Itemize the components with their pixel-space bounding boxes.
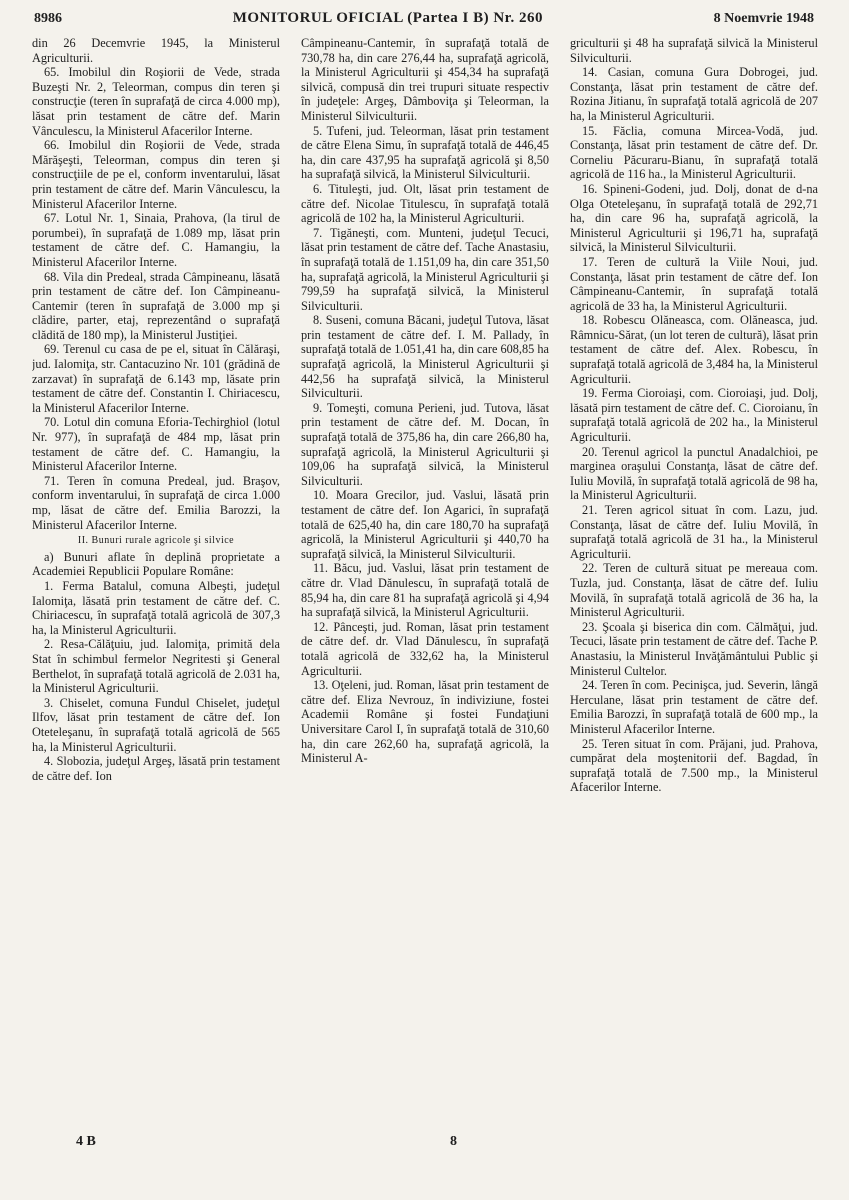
publication-title: MONITORUL OFICIAL (Partea I B) Nr. 260 [232,10,543,26]
paragraph: 71. Teren în comuna Predeal, jud. Braşov, conform inventarului, în suprafaţă de circa 1.000 mp, lăsat de către def. Emilia Barozzi, la Ministerul Afacerilor Interne. [32,473,280,532]
paragraph: 69. Terenul cu casa de pe el, situat în Călăraşi, jud. Ialomiţa, str. Cantacuzino Nr. 101 (grădină de zarzavat) în suprafaţă de 6.143 mp, lăsate prin testament de către def. Constantin I. Chiriacescu, la Ministerul Afacerilor Interne. [32,342,280,415]
paragraph: 11. Băcu, jud. Vaslui, lăsat prin testament de către dr. Vlad Dănulescu, în suprafaţă totală de 85,94 ha, din care 81 ha suprafaţă agricolă şi 4,94 ha suprafaţă silvică, la Ministerul Agriculturii. [301,561,549,620]
paragraph: 16. Spineni-Godeni, jud. Dolj, donat de d-na Olga Oteteleşanu, în suprafaţă totală de 292,71 ha, din care 96 ha, suprafaţă agricolă, la Ministerul Agriculturii şi 196,71 ha, suprafaţă silvică, la Ministerul Silviculturii. [570,181,818,255]
paragraph: Câmpineanu-Cantemir, în suprafaţă totală de 730,78 ha, din care 276,44 ha, suprafaţă agricolă, la Ministerul Agriculturii şi 454,34 ha suprafaţă silvică, compusă din trei trupuri situate respectiv în judeţele: Argeş, Dâmboviţa şi Teleorman, la Ministerul Silviculturii. [301,36,549,123]
text-columns [32,36,818,1124]
paragraph: 8. Suseni, comuna Băcani, judeţul Tutova, lăsat prin testament de către def. I. M. Pallady, în suprafaţă totală de 1.051,41 ha, din care 608,85 ha suprafaţă agricolă, la Ministerul Agriculturii şi 442,56 ha suprafaţă silvică, la Ministerul Silviculturii. [301,313,549,401]
column-2 [301,36,549,1124]
paragraph: 70. Lotul din comuna Eforia-Techirghiol (lotul Nr. 977), în suprafaţă de 484 mp, lăsat prin testament de către def. C. Hamangiu, la Ministerul Afacerilor Interne. [32,415,280,474]
paragraph: 1. Ferma Batalul, comuna Albeşti, judeţul Ialomiţa, lăsată prin testament de către def. C. Chiriacescu, în suprafaţă totală agricolă de 307,3 ha, la Ministerul Agriculturii. [32,578,280,637]
paragraph: 19. Ferma Cioroiaşi, com. Cioroiaşi, jud. Dolj, lăsată pirn testament de către def. C. Cioroianu, în suprafaţă totală agricolă de 202 ha., la Ministerul Agriculturii. [570,386,818,445]
paragraph: 25. Teren situat în com. Prăjani, jud. Prahova, cumpărat dela moştenitorii def. Bagdad, în suprafaţă totală de 7.500 mp., la Ministerul Afacerilor Interne. [570,736,818,795]
paragraph: 12. Pânceşti, jud. Roman, lăsat prin testament de către def. dr. Vlad Dănulescu, în suprafaţă totală agricolă de 332,62 ha, la Ministerul Agriculturii. [301,619,549,678]
issue-date: 8 Noemvrie 1948 [713,11,814,26]
paragraph: 66. Imobilul din Roşiorii de Vede, strada Mărăşeşti, Teleorman, compus din teren şi construcţiile de pe el, conform inventarului, lăsat prin testament de către def. Marin Vânculescu, la Ministerul Afacerilor Interne. [32,138,280,211]
paragraph: 9. Tomeşti, comuna Perieni, jud. Tutova, lăsat prin testament de către def. M. Docan, în suprafaţă totală de 375,86 ha, din care 266,80 ha, suprafaţă agricolă, la Ministerul Agriculturii şi 109,06 ha suprafaţă silvică, la Ministerul Silviculturii. [301,400,549,488]
paragraph: 3. Chiselet, comuna Fundul Chiselet, judeţul Ilfov, lăsat prin testament de către def. Ion Oteteleşanu, în suprafaţă totală agricolă de 565 ha, la Ministerul Agriculturii. [32,695,280,754]
paragraph: 10. Moara Grecilor, jud. Vaslui, lăsată prin testament de către def. Ion Agarici, în suprafaţă totală de 625,40 ha, din care 180,70 ha suprafaţă agricolă, la Ministerul Agriculturii şi 440,70 ha suprafaţă silvică, la Ministerul Silviculturii. [301,488,549,561]
paragraph: a) Bunuri aflate în deplină proprietate a Academiei Republicii Populare Române: [32,549,280,579]
paragraph: 13. Oţeleni, jud. Roman, lăsat prin testament de către def. Eliza Nevrouz, în indiviziune, fostei Academii Române şi fostei Fundaţiuni Universitare Carol I, în suprafaţă totală de 310,60 ha, din care 262,60 ha, suprafaţă agricolă, la Ministerul A- [301,678,549,766]
paragraph: 23. Şcoala şi biserica din com. Călmăţui, jud. Tecuci, lăsate prin testament de către def. Tache P. Anastasiu, la Ministerul Invăţământului Public şi Ministerul Cultelor. [570,619,818,678]
paragraph: 18. Robescu Olăneasca, com. Olăneasca, jud. Râmnicu-Sărat, (un lot teren de cultură), lăsat prin testament de către def. Alex. Robescu, în suprafaţă totală agricolă de 3,484 ha, la Ministerul Agriculturii. [570,313,818,386]
paragraph: 65. Imobilul din Roşiorii de Vede, strada Buzeşti Nr. 2, Teleorman, compus din teren şi construcţie (teren în suprafaţă de circa 4.000 mp), lăsat prin testament de către def. Marin Vânculescu, la Ministerul Afacerilor Interne. [32,65,280,138]
paragraph: 15. Făclia, comuna Mircea-Vodă, jud. Constanţa, lăsat prin testament de către def. Dr. Corneliu Păcuraru-Bianu, în suprafaţă totală agricolă de 116 ha., la Ministerul Agriculturii. [570,123,818,182]
folio-number: 8 [450,1134,457,1149]
paragraph: 14. Casian, comuna Gura Dobrogei, jud. Constanţa, lăsat prin testament de către def. Rozina Jitianu, în suprafaţă totală agricolă de 207 ha, la Ministerul Agriculturii. [570,65,818,123]
paragraph: 20. Terenul agricol la punctul Anadalchioi, pe marginea oraşului Constanţa, lăsat de către def. Iuliu Movilă, în suprafaţă totală agricolă de 98 ha, la Ministerul Agriculturii. [570,444,818,503]
paragraph: 4. Slobozia, judeţul Argeş, lăsată prin testament de către def. Ion [32,754,280,783]
page-footer [70,1134,790,1156]
page-header [34,10,814,32]
paragraph: 21. Teren agricol situat în com. Lazu, jud. Constanţa, lăsat de către def. Iuliu Movilă, în suprafaţă totală agricolă de 31 ha., la Ministerul Agriculturii. [570,503,818,561]
paragraph: griculturii şi 48 ha suprafaţă silvică la Ministerul Silviculturii. [570,36,818,65]
paragraph: 67. Lotul Nr. 1, Sinaia, Prahova, (la tirul de porumbei), în suprafaţă de 1.089 mp, lăsat prin testament de către def. C. Hamangiu, la Ministerul Afacerilor Interne. [32,211,280,269]
section-heading: II. Bunuri rurale agricole şi silvice [77,535,235,547]
paragraph: 17. Teren de cultură la Viile Noui, jud. Constanţa, lăsat prin testament de către def. Ion Câmpineanu-Cantemir, în suprafaţă totală agricolă de 33 ha, la Ministerul Agriculturii. [570,254,818,313]
column-3 [570,36,818,1124]
paragraph: 2. Resa-Călăţuiu, jud. Ialomiţa, primită dela Stat în schimbul fermelor Negritesti şi General Berthelot, în suprafaţă totală agricolă de 2.031 ha, la Ministerul Agriculturii. [32,637,280,696]
paragraph: 5. Tufeni, jud. Teleorman, lăsat prin testament de către Elena Simu, în suprafaţă totală de 446,45 ha, din care 437,95 ha suprafaţă agricolă şi 8,50 ha suprafaţă silvică, la Ministerul Silviculturii. [301,123,549,182]
paragraph: 6. Tituleşti, jud. Olt, lăsat prin testament de către def. Nicolae Titulescu, în suprafaţă totală agricolă de 102 ha, la Ministerul Agriculturii. [301,181,549,226]
signature-mark: 4 B [76,1134,96,1149]
paragraph: din 26 Decemvrie 1945, la Ministerul Agriculturii. [32,36,280,65]
paragraph: 24. Teren în com. Pecinişca, jud. Severin, lângă Herculane, lăsat prin testament de către def. Emilia Barozzi, în suprafaţă totală de 600 mp., la Ministerul Afacerilor Interne. [570,678,818,736]
column-1 [32,36,280,1124]
paragraph: 68. Vila din Predeal, strada Câmpineanu, lăsată prin testament de către def. Ion Câmpineanu-Cantemir (teren în suprafaţă de 3.000 mp şi clădire, parter, etaj, reprezentând o suprafaţă clădită de 180 mp), la Ministerul Justiţiei. [32,269,280,342]
paragraph: 7. Tigăneşti, com. Munteni, judeţul Tecuci, lăsat prin testament de către def. Tache Anastasiu, în suprafaţă totală de 1.151,09 ha, din care 351,50 ha, suprafaţă agricolă, la Ministerul Agriculturii şi 799,59 ha suprafaţă silvică, la Ministerul Silviculturii. [301,225,549,313]
page-number: 8986 [34,11,62,26]
paragraph: 22. Teren de cultură situat pe mereaua com. Tuzla, jud. Constanţa, lăsat de către def. Iuliu Movilă, în suprafaţă totală agricolă de 36 ha, la Ministerul Agriculturii. [570,561,818,620]
